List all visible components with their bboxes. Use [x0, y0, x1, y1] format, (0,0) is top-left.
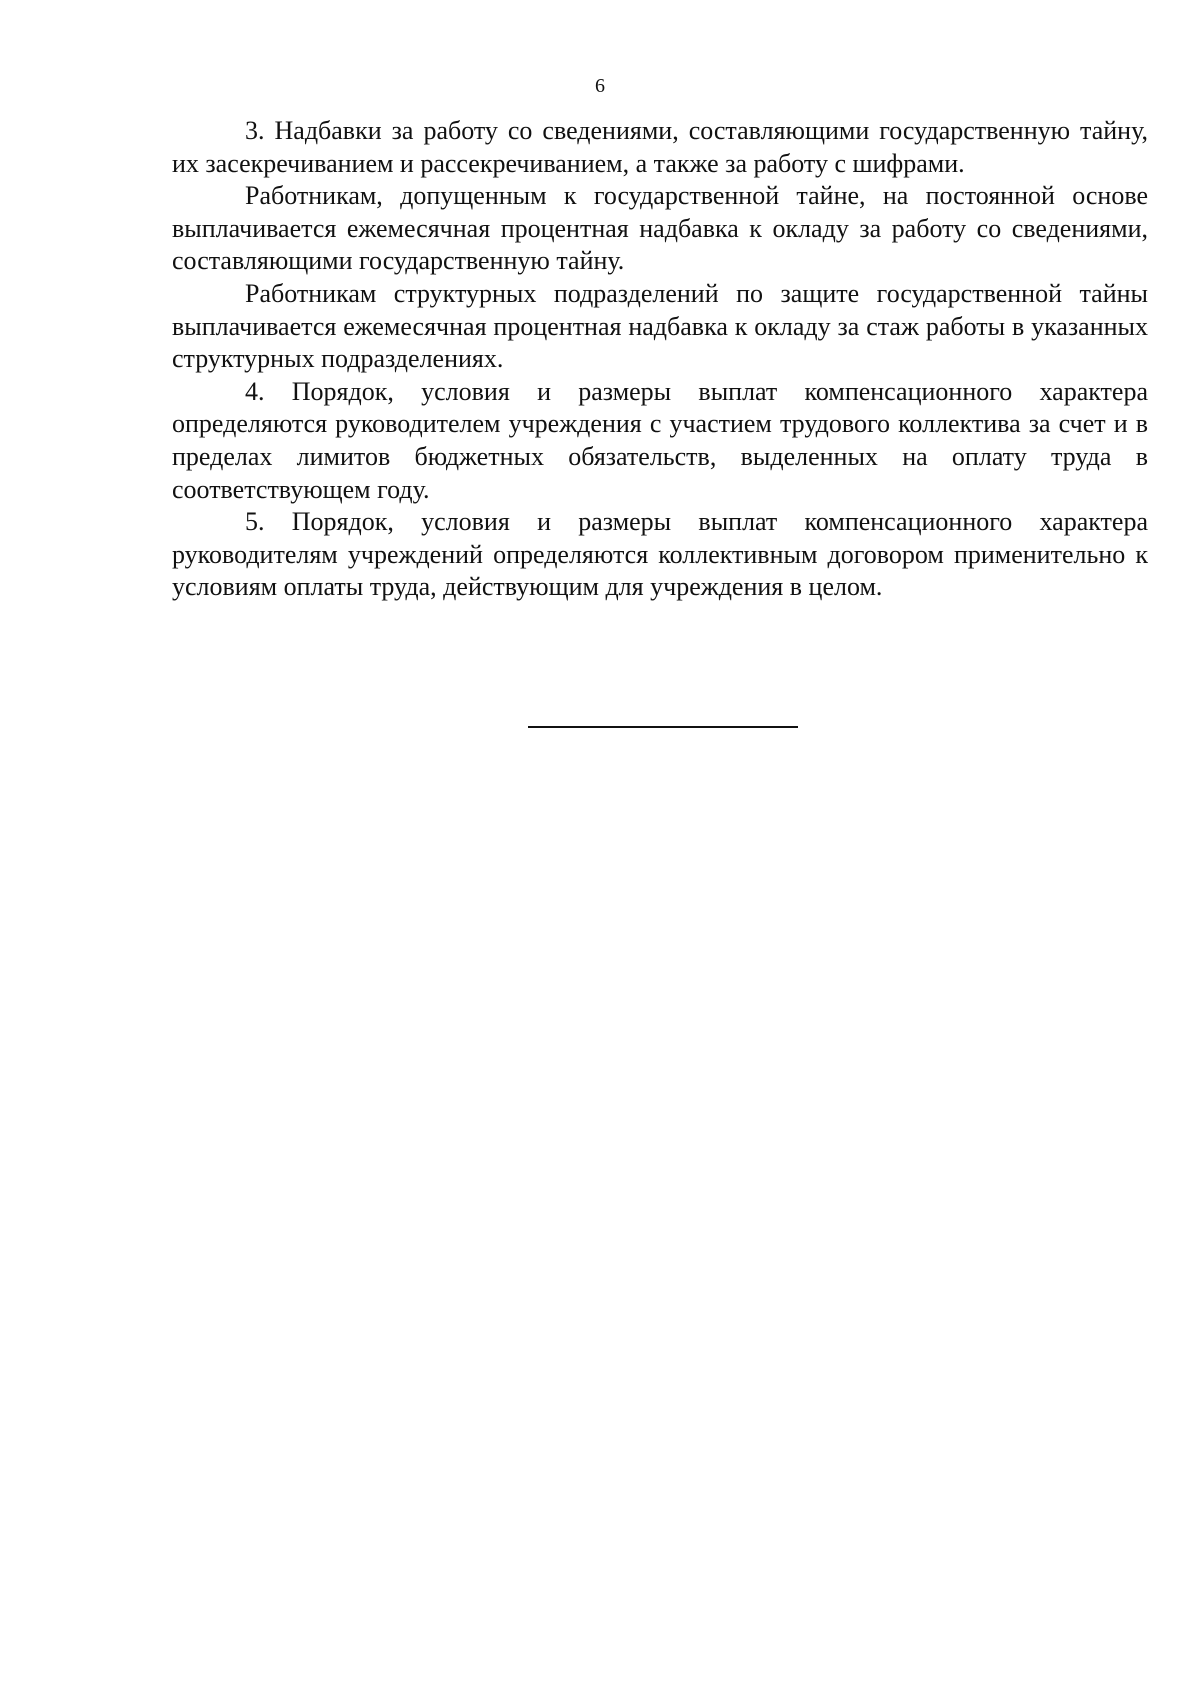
paragraph-3-state-secret-allowances: 3. Надбавки за работу со сведениями, составляющими государственную тайну, их засекречиванием и рассекречиванием, а также за работу с шифрами.: [172, 116, 1148, 178]
paragraph-5-managers-compensation: 5. Порядок, условия и размеры выплат компенсационного характера руководителям учреждений определяются коллективным договором применительно к условиям оплаты труда, действующим для учреждения в целом.: [172, 507, 1148, 602]
paragraph-structural-units-allowance: Работникам структурных подразделений по защите государственной тайны выплачивается ежемесячная процентная надбавка к окладу за стаж работы в указанных структурных подразделениях.: [172, 278, 1148, 374]
document-body: [172, 115, 1148, 604]
paragraph-state-secret-access-allowance: Работникам, допущенным к государственной тайне, на постоянной основе выплачивается ежемесячная процентная надбавка к окладу за работу со сведениями, составляющими государственную тайну.: [172, 181, 1148, 276]
page-number: 6: [595, 75, 605, 97]
closing-separator-line: [528, 726, 798, 728]
paragraph-4-compensation-procedure: 4. Порядок, условия и размеры выплат компенсационного характера определяются руководителем учреждения с участием трудового коллектива за счет и в пределах лимитов бюджетных обязательств, выделенных на оплату труда в соответствующем году.: [172, 376, 1148, 504]
